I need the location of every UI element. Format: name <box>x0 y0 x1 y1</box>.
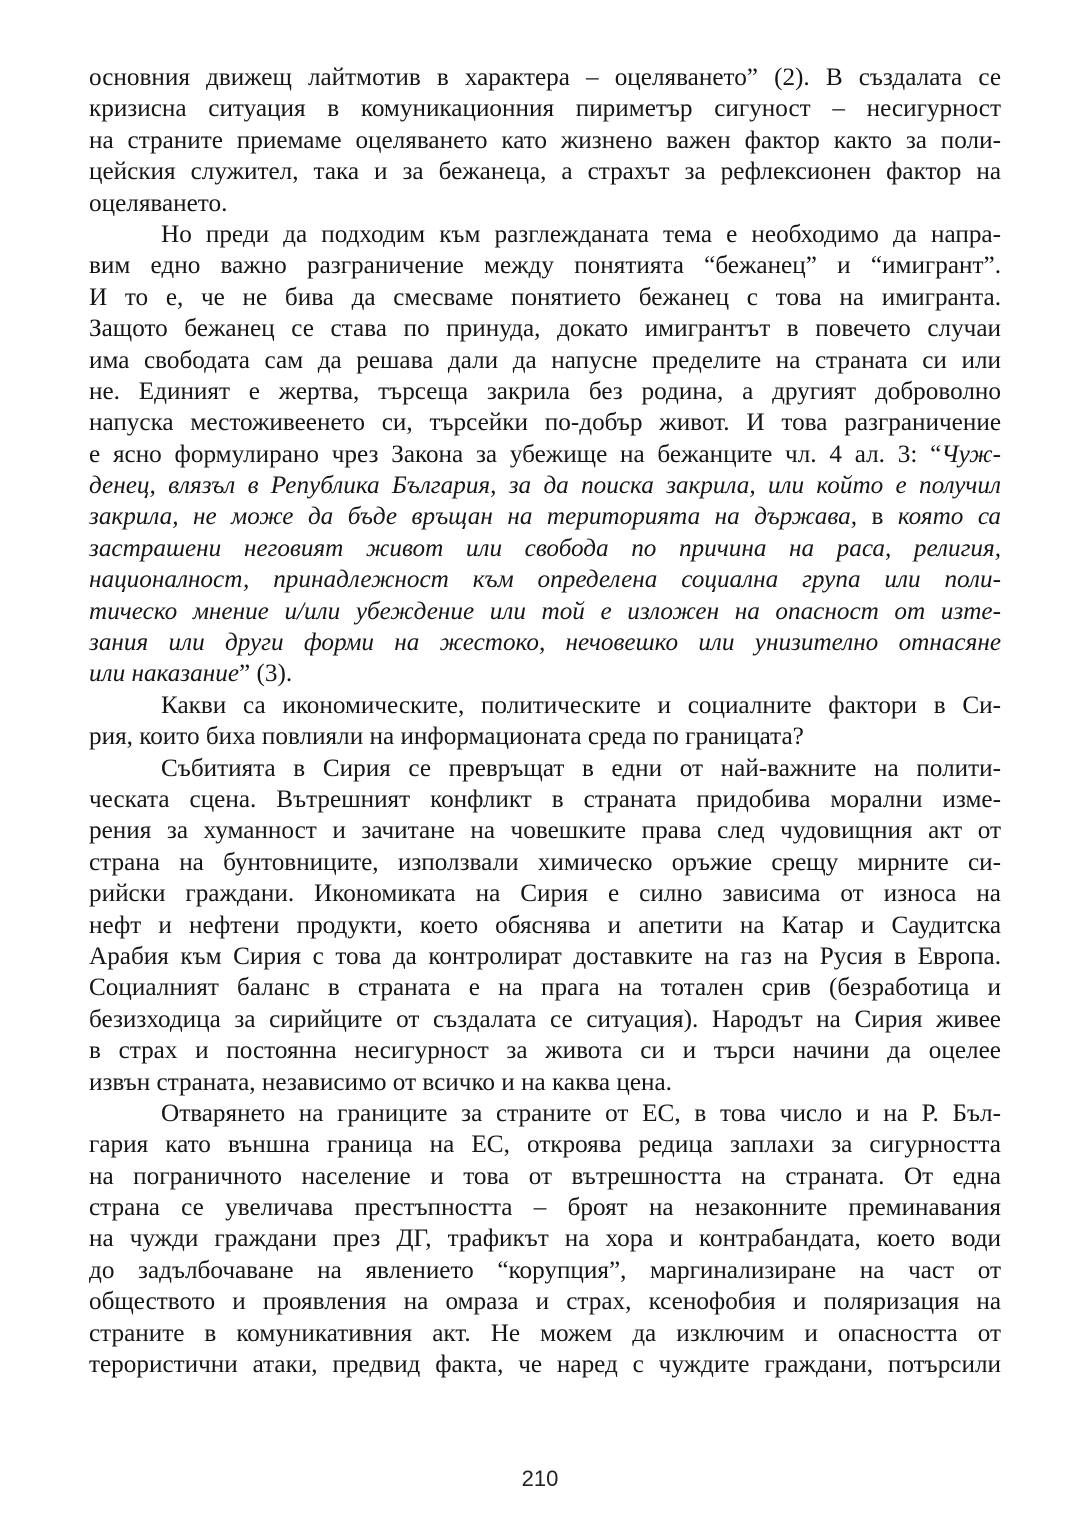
text-line: рения за хуманност и зачитане на човешките права след чудовищния акт от <box>89 817 1001 845</box>
text-line: оцеляването. <box>89 189 228 217</box>
paragraph-2 <box>89 219 1001 690</box>
text-line: Арабия към Сирия с това да контролират доставките на газ на Русия в Европа. <box>89 942 1001 970</box>
italic-quote: закрила, не може да бъде връщан на територията на държава, <box>89 503 858 531</box>
text-line: страна се увеличава престъпността – броят на незаконните преминавания <box>89 1194 1001 1222</box>
italic-quote: която са <box>897 503 1001 531</box>
italic-quote: Чуж- <box>941 440 1001 468</box>
document-page <box>89 62 1001 1380</box>
text-segment: е ясно формулирано чрез Закона за убежище на бежанците чл. 4 ал. 3: “ <box>89 440 942 468</box>
text-line: терористични атаки, предвид факта, че наред с чуждите граждани, потърсили <box>89 1351 1001 1379</box>
text-line <box>89 658 1001 689</box>
paragraph-5 <box>89 1098 1001 1381</box>
text-line <box>89 439 1001 470</box>
paragraph-1 <box>89 62 1001 219</box>
citation: ” (3). <box>239 660 293 688</box>
text-line: Защото бежанец се става по принуда, докато имигрантът в повечето случаи <box>89 315 1001 343</box>
text-line: кризисна ситуация в комуникационния пириметър сигуност – несигурност <box>89 95 1001 123</box>
text-line: обществото и проявления на омраза и страх, ксенофобия и поляризация на <box>89 1288 1001 1316</box>
text-line: цейския служител, така и за бежанеца, а страхът за рефлексионен фактор на <box>89 158 1001 186</box>
italic-quote-line: националност, принадлежност към определена социална група или поли- <box>89 566 1001 594</box>
text-line: рийски граждани. Икономиката на Сирия е силно зависима от износа на <box>89 880 1001 908</box>
text-line: Отварянето на границите за страните от ЕС, в това число и на Р. Бъл- <box>161 1099 1001 1127</box>
text-line: вим едно важно разграничение между понятията “бежанец” и “имигрант”. <box>89 252 1001 280</box>
text-line: на чужди граждани през ДГ, трафикът на хора и контрабандата, което води <box>89 1225 1001 1253</box>
paragraph-3 <box>89 690 1001 753</box>
page-number: 210 <box>521 1466 559 1491</box>
text-line: Какви са икономическите, политическите и социалните фактори в Си- <box>161 691 1001 719</box>
text-line: ческата сцена. Вътрешният конфликт в страната придобива морални изме- <box>89 785 1001 813</box>
text-line: на страните приемаме оцеляването като жизнено важен фактор както за поли- <box>89 126 1001 154</box>
text-line: не. Единият е жертва, търсеща закрила без родина, а другият доброволно <box>89 377 1001 405</box>
text-line: Събитията в Сирия се превръщат в едни от най-важните на полити- <box>161 754 1001 782</box>
text-line: в страх и постоянна несигурност за живота си и търси начини да оцелее <box>89 1037 1001 1065</box>
text-line: гария като външна граница на ЕС, откроява редица заплахи за сигурността <box>89 1131 1001 1159</box>
text-line: рия, които биха повлияли на информационата среда по границата? <box>89 723 804 751</box>
italic-quote-line: застрашени неговият живот или свобода по причина на раса, религия, <box>89 534 1001 562</box>
text-line: има свободата сам да решава дали да напусне пределите на страната си или <box>89 346 1001 374</box>
italic-quote: или наказание <box>89 660 239 688</box>
text-line: напуска местоживеенето си, търсейки по-добър живот. И това разграничение <box>89 409 1001 437</box>
text-line: основния движещ лайтмотив в характера – оцеляването” (2). В създалата се <box>89 64 1001 91</box>
text-line <box>89 501 1001 532</box>
text-line: извън страната, независимо от всичко и на каква цена. <box>89 1068 672 1096</box>
text-line: страните в комуникативния акт. Не можем да изключим и опасността от <box>89 1319 1001 1347</box>
text-line: Социалният баланс в страната е на прага на тотален срив (безработица и <box>89 974 1001 1002</box>
italic-quote-line: денец, влязъл в Република България, за да поиска закрила, или който е получил <box>89 472 1001 500</box>
text-line: И то е, че не бива да смесваме понятието бежанец с това на имигранта. <box>89 283 1001 311</box>
italic-quote-line: зания или други форми на жестоко, нечовешко или унизително отнасяне <box>89 629 1001 657</box>
text-line: нефт и нефтени продукти, което обяснява и апетити на Катар и Саудитска <box>89 911 1001 939</box>
text-line: до задълбочаване на явлението “корупция”, маргинализиране на част от <box>89 1256 1001 1284</box>
text-line: страна на бунтовниците, използвали химическо оръжие срещу мирните си- <box>89 848 1001 876</box>
text-line: безизходица за сирийците от създалата се ситуация). Народът на Сирия живее <box>89 1005 1001 1033</box>
text-line: Но преди да подходим към разглежданата тема е необходимо да напра- <box>161 220 1001 248</box>
text-segment: в <box>857 503 898 531</box>
text-line: на пограничното население и това от вътрешността на страната. От една <box>89 1162 1001 1190</box>
paragraph-4 <box>89 753 1001 1098</box>
italic-quote-line: тическо мнение и/или убеждение или той е изложен на опасност от изте- <box>89 597 1001 625</box>
